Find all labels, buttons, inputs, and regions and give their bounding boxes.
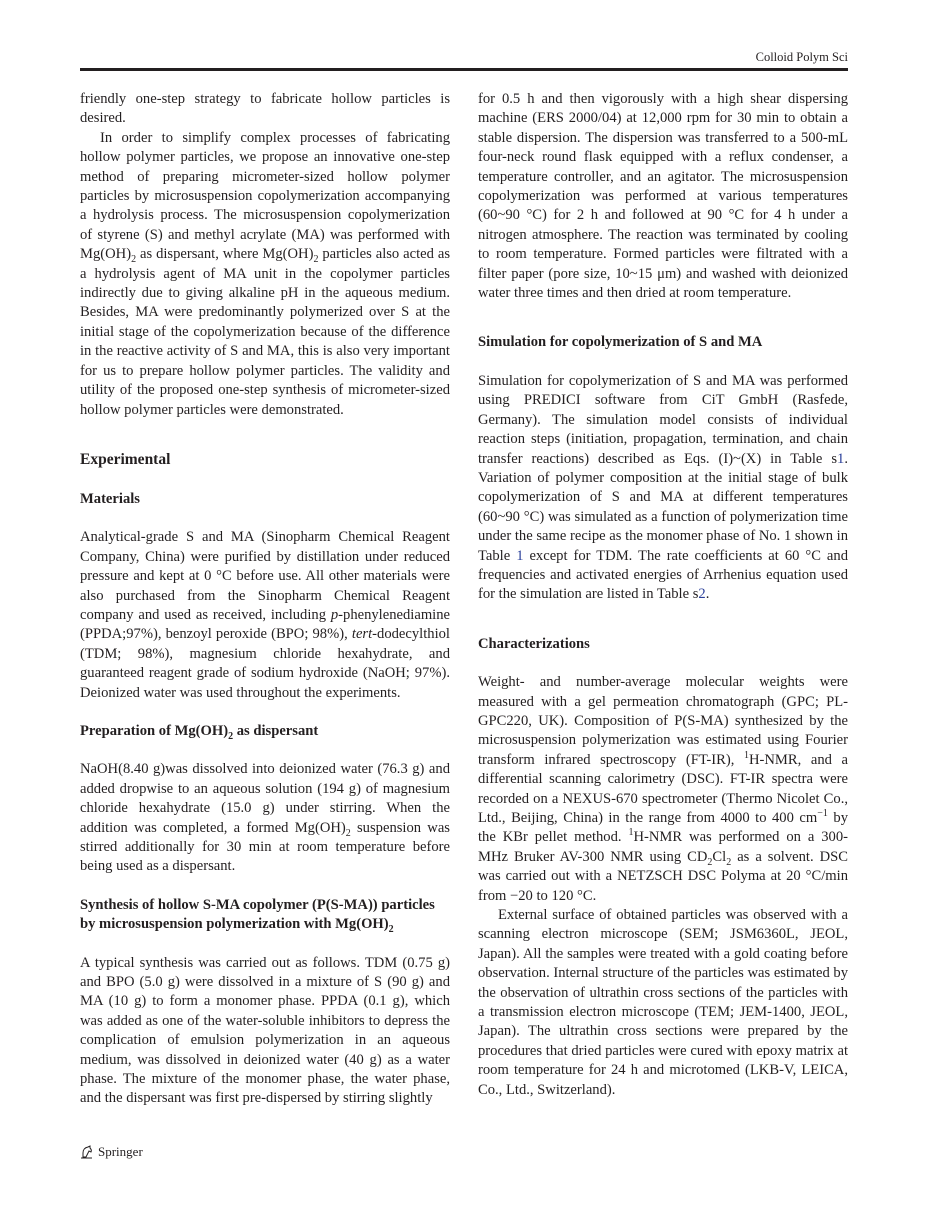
right-column bbox=[478, 90, 848, 1100]
intro-tail: friendly one-step strategy to fabricate hollow particles is desired. bbox=[80, 91, 450, 127]
materials-text: Analytical-grade S and MA (Sinopharm Chemical Reagent Company, China) were purified by distillation under reduced pressure and kept at 0 °C before use. All other materials were also purchased from the Sinopharm Chemical Reagent company and used as received, including p-phenylenediamine (PPDA;97%), benzoyl peroxide (BPO; 98%), tert-dodecylthiol (TDM; 98%), magnesium chloride hexahydrate, and guaranteed reagent grade of sodium hydroxide (NaOH; 97%). Deionized water was used throughout the experiments. bbox=[80, 529, 450, 701]
table-s1-link[interactable]: 1 bbox=[837, 450, 845, 467]
simulation-heading: Simulation for copolymerization of S and MA bbox=[478, 334, 763, 351]
synthesis-text: A typical synthesis was carried out as follows. TDM (0.75 g) and BPO (5.0 g) were dissolved in a mixture of S (90 g) and MA (10 g) to form a monomer phase. PPDA (0.1 g), which was added as one of the water-soluble inhibitors to depress the complication of emulsion polymerization in an aqueous medium, was dissolved in deionized water (40 g) as a water phase. The mixture of the monomer phase, the water phase, and the dispersant was first pre-dispersed by stirring slightly bbox=[80, 954, 450, 1107]
synthesis-continued-text: for 0.5 h and then vigorously with a high shear dispersing machine (ERS 2000/04) at 12,000 rpm for 30 min to obtain a stable dispersion. The dispersion was transferred to a 500-mL four-neck round flask equipped with a reflux condenser, a temperature controller, and an agitator. The microsuspension copolymerization was performed at various temperatures (60~90 °C) for 2 h and followed at 90 °C for 4 h under a nitrogen atmosphere. The reaction was terminated by cooling to room temperature. Formed particles were filtrated with a filter paper (pore size, 10~15 μm) and washed with deionized water three times and then dried at room temperature. bbox=[478, 91, 848, 302]
table-s2-link[interactable]: 2 bbox=[698, 586, 706, 603]
preparation-heading: Preparation of $Mg(OH)_2$ as dispersant bbox=[80, 722, 319, 742]
sem-tem-text: External surface of obtained particles was observed with a scanning electron microscope (SEM; JSM6360L, JEOL, Japan). All the samples were treated with a gold coating before observation. Internal structure of the particles was estimated by the observation of ultrathin cross sections of the particles with a transmission electron microscope (TEM; JEM-1400, JEOL, Japan). The ultrathin cross sections were prepared by the procedures that dried particles were cured with epoxy matrix at room temperature for 24 h and microtomed (LKB-V, LEICA, Co., Ltd., Switzerland). bbox=[478, 907, 848, 1098]
synthesis-heading: Synthesis of hollow S-MA copolymer (P(S-MA)) particles by microsuspension polymerization with $Mg(OH)_2$ bbox=[80, 896, 435, 936]
simulation-text: Simulation for copolymerization of S and MA was performed using PREDICI software from CiT GmbH (Rasfede, Germany). The simulation model consists of individual reaction steps (initiation, propagation, termination, and chain transfer reactions) described as Eqs. (I)~(X) in Table s1. Variation of polymer composition at the initial stage of bulk copolymerization of S and MA at different temperatures (60~90 °C) was simulated as a function of polymerization time under the same recipe as the monomer phase of No. 1 shown in Table 1 except for TDM. The rate coefficients at 60 °C and frequencies and activated energies of Arrhenius equation used for the simulation are listed in Table s2. bbox=[478, 372, 849, 603]
springer-horse-icon bbox=[80, 1145, 94, 1159]
header-rule bbox=[80, 68, 848, 71]
table-1-link[interactable]: 1 bbox=[516, 547, 524, 564]
journal-name: Colloid Polym Sci bbox=[755, 50, 848, 64]
experimental-heading: Experimental bbox=[80, 450, 171, 468]
characterizations-text: Weight- and number-average molecular weights were measured with a gel permeation chromatograph (GPC; PL-GPC220, UK). Composition of P(S-MA) synthesized by the microsuspension polymerization was estimated using Fourier transform infrared spectroscopy (FT-IR), $^1$H-NMR, and a differential scanning calorimetry (DSC). FT-IR spectra were recorded on a NEXUS-670 spectrometer (Thermo Nicolet Co., Ltd., Beijing, China) in the range from 4000 to 400 $cm^{-1}$ by the KBr pellet method. $^1$H-NMR was performed on a 300-MHz Bruker AV-300 NMR using $CD_2Cl_2$ as a solvent. DSC was carried out with a NETZSCH DSC Polyma at 20 °C/min from −20 to 120 °C. bbox=[478, 674, 848, 904]
publisher-name: Springer bbox=[98, 1144, 143, 1159]
publisher-footer bbox=[80, 1144, 143, 1160]
intro-paragraph: In order to simplify complex processes of fabricating hollow polymer particles, we propose an innovative one-step method of preparing micrometer-sized hollow polymer particles by microsuspension copolymerization accompanying a hydrolysis process. The microsuspension copolymerization of styrene (S) and methyl acrylate (MA) was performed with $Mg(OH)_2$ as dispersant, where $Mg(OH)_2$ particles also acted as a hydrolysis agent of MA unit in the copolymer particles indirectly due to giving alkaline pH in the aqueous medium. Besides, MA were predominantly polymerized over S at the initial stage of the copolymerization because of the difference in the reactive activity of S and MA, this is also very important for us to prepare hollow polymer particles. The validity and utility of the proposed one-step synthesis of micrometer-sized hollow polymer particles were demonstrated. bbox=[80, 129, 450, 418]
left-column bbox=[80, 90, 450, 1109]
materials-heading: Materials bbox=[80, 490, 140, 507]
preparation-text: NaOH(8.40 g)was dissolved into deionized water (76.3 g) and added dropwise to an aqueous solution (194 g) of magnesium chloride hexahydrate (15.0 g) under stirring. When the addition was completed, a formed $Mg(OH)_2$ suspension was stirred additionally for 30 min at room temperature before being used as a dispersant. bbox=[80, 761, 450, 875]
characterizations-heading: Characterizations bbox=[478, 635, 590, 652]
